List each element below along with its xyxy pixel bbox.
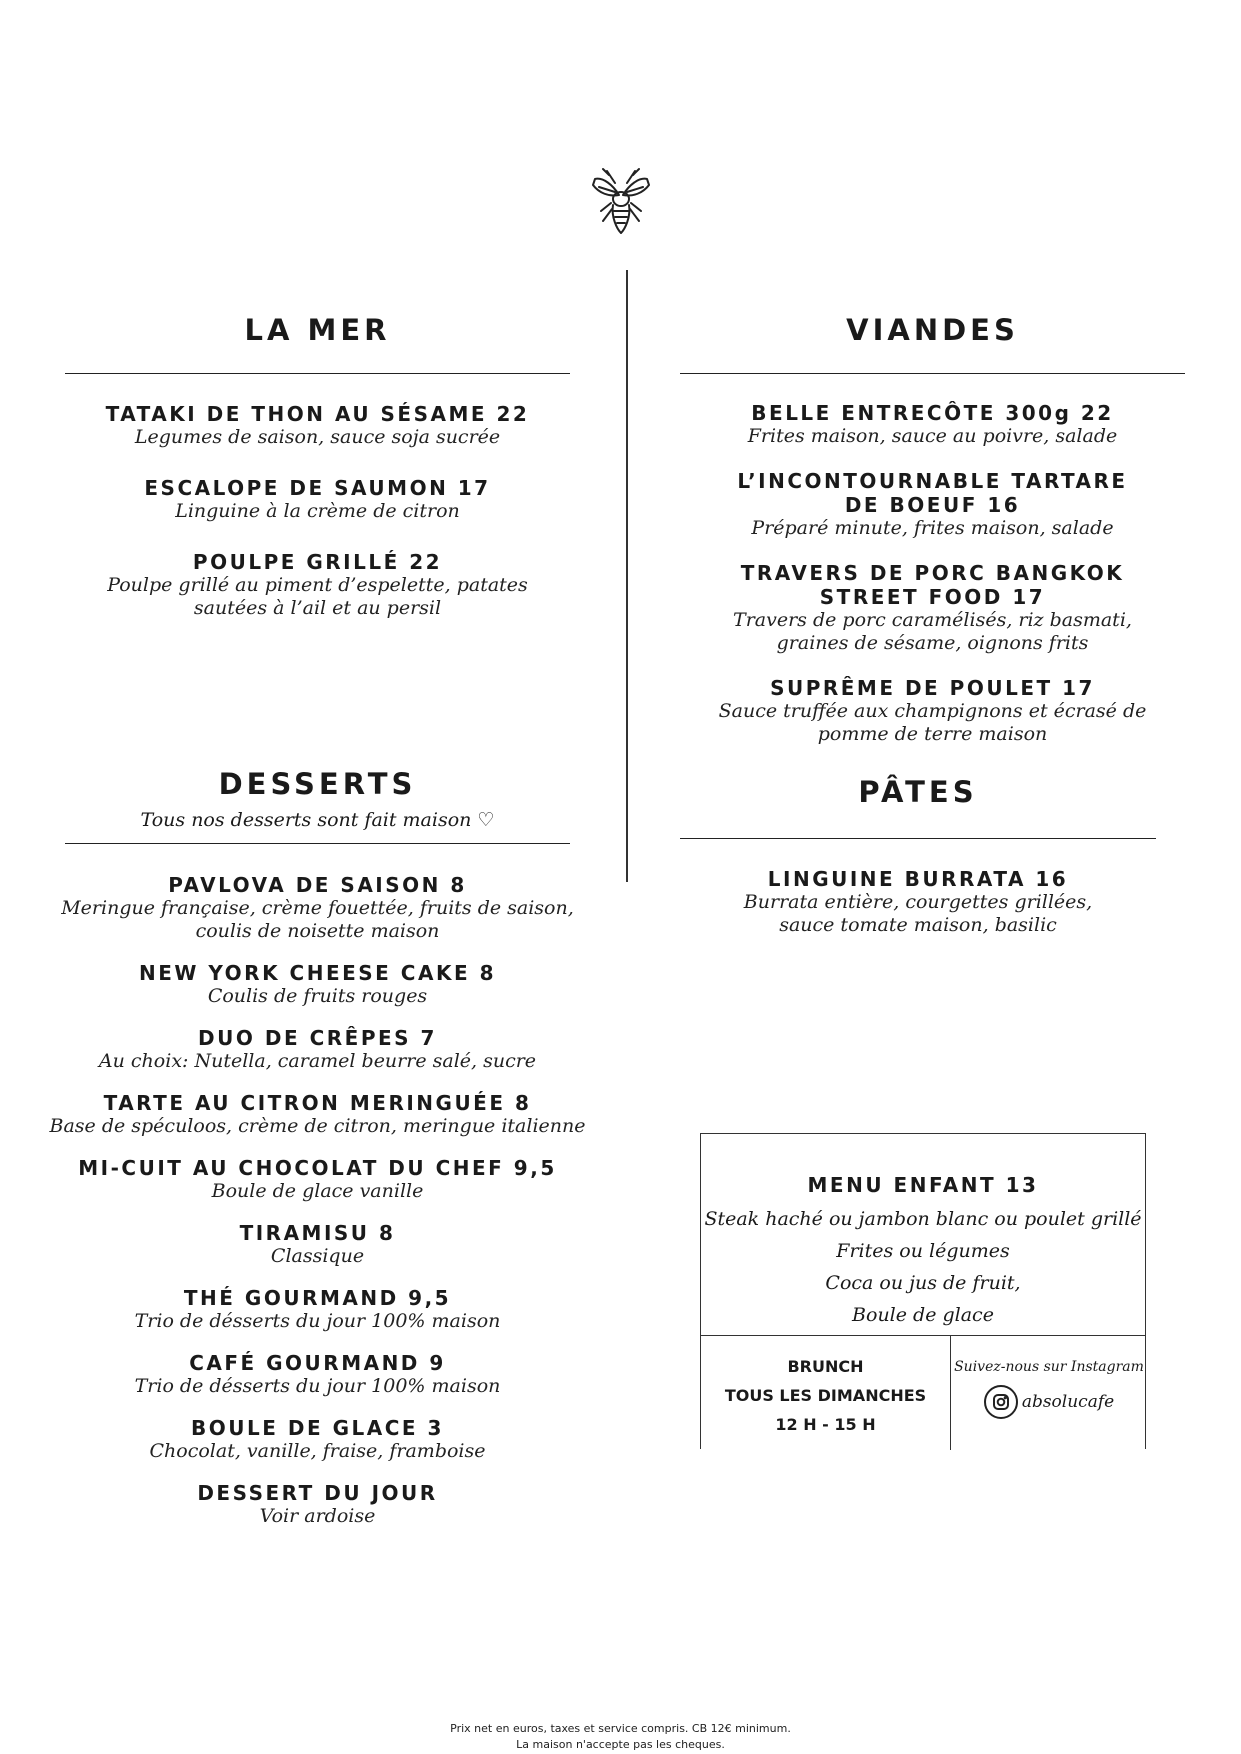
section-title: VIANDES [846,313,1019,347]
item-name: THÉ GOURMAND 9,5 [183,1286,452,1310]
item-desc: Burrata entière, courgettes grillées, [743,891,1093,913]
item-desc: Chocolat, vanille, fraise, framboise [149,1440,486,1462]
item-name: L’INCONTOURNABLE TARTARE [737,469,1128,493]
divider [680,838,1156,839]
item-name: TATAKI DE THON AU SÉSAME 22 [105,402,530,426]
item-name: MI-CUIT AU CHOCOLAT DU CHEF 9,5 [78,1156,557,1180]
item-name: DUO DE CRÊPES 7 [198,1026,437,1050]
section-subtitle: Tous nos desserts sont fait maison ♡ [140,809,495,831]
item-desc: Trio de désserts du jour 100% maison [134,1375,501,1397]
kids-menu-line: Steak haché ou jambon blanc ou poulet grillé [704,1208,1142,1230]
item-desc: Boule de glace vanille [211,1180,424,1202]
item-desc: Voir ardoise [259,1505,376,1527]
kids-menu-box [700,1133,1146,1449]
section-title: PÂTES [858,775,978,809]
item-name: LINGUINE BURRATA 16 [767,867,1069,891]
menu-item [660,561,1205,655]
menu-item [660,867,1176,937]
footer-note [0,1721,1241,1753]
section-title: LA MER [244,313,391,347]
item-desc: Au choix: Nutella, caramel beurre salé, sucre [98,1050,537,1072]
menu-item [30,873,605,943]
menu-item [30,1091,605,1138]
item-name: DE BOEUF 16 [844,493,1021,517]
menu-item [30,1221,605,1268]
column-divider [626,270,628,882]
menu-item [30,961,605,1008]
item-name: DESSERT DU JOUR [197,1481,438,1505]
item-desc: coulis de noisette maison [195,920,440,942]
section-pates [680,775,1156,809]
item-name: SUPRÊME DE POULET 17 [770,676,1095,700]
viandes-items [660,401,1205,746]
brunch-hours: 12 H - 15 H [775,1415,876,1434]
item-desc: Trio de désserts du jour 100% maison [134,1310,501,1332]
item-name: NEW YORK CHEESE CAKE 8 [138,961,497,985]
item-desc: Poulpe grillé au piment d’espelette, patates [107,574,528,596]
item-desc: Classique [270,1245,365,1267]
item-name: POULPE GRILLÉ 22 [192,550,443,574]
menu-item [30,1351,605,1398]
pates-items [660,867,1176,937]
section-desserts [65,767,570,831]
instagram-label: Suivez-nous sur Instagram [954,1359,1144,1375]
instagram-info [951,1335,1147,1450]
menu-item [660,676,1205,746]
menu-item [30,1286,605,1333]
section-la-mer [65,313,570,347]
item-name: BOULE DE GLACE 3 [191,1416,444,1440]
la-mer-items [45,402,590,620]
item-desc: Linguine à la crème de citron [175,500,460,522]
menu-item [45,476,590,523]
instagram-handle-row[interactable] [951,1385,1147,1419]
item-desc: Legumes de saison, sauce soja sucrée [134,426,501,448]
item-desc: Préparé minute, frites maison, salade [751,517,1114,539]
item-name: TIRAMISU 8 [239,1221,396,1245]
menu-item [30,1156,605,1203]
instagram-icon [984,1385,1018,1419]
kids-menu-line: Coca ou jus de fruit, [825,1272,1021,1294]
divider [65,843,570,844]
item-desc: Sauce truffée aux champignons et écrasé de [718,700,1147,722]
item-name: BELLE ENTRECÔTE 300g 22 [751,401,1114,425]
item-desc: sauce tomate maison, basilic [779,914,1057,936]
footer-line: La maison n'accepte pas les cheques. [516,1738,725,1751]
menu-item [30,1416,605,1463]
menu-item [660,469,1205,540]
item-name: CAFÉ GOURMAND 9 [189,1351,446,1375]
section-title: DESSERTS [218,767,417,801]
item-desc: sautées à l’ail et au persil [193,597,442,619]
menu-item [30,1026,605,1073]
menu-item [660,401,1205,448]
footer-line: Prix net en euros, taxes et service compris. CB 12€ minimum. [450,1722,791,1735]
menu-item [45,402,590,449]
section-viandes [680,313,1185,347]
kids-menu-line: Boule de glace [852,1304,994,1326]
brunch-title: BRUNCH [787,1357,864,1376]
item-name: STREET FOOD 17 [819,585,1046,609]
instagram-handle[interactable]: absolucafe [1021,1392,1115,1412]
brunch-days: TOUS LES DIMANCHES [724,1386,927,1405]
bee-logo-icon [585,165,657,237]
item-desc: pomme de terre maison [817,723,1048,745]
item-desc: Frites maison, sauce au poivre, salade [747,425,1118,447]
item-desc: Meringue française, crème fouettée, fruits de saison, [61,897,574,919]
item-desc: Coulis de fruits rouges [207,985,428,1007]
item-name: TARTE AU CITRON MERINGUÉE 8 [103,1091,532,1115]
item-desc: Base de spéculoos, crème de citron, meringue italienne [49,1115,586,1137]
menu-item [30,1481,605,1528]
item-name: PAVLOVA DE SAISON 8 [168,873,467,897]
desserts-items [30,873,605,1528]
divider [680,373,1185,374]
kids-menu-lines [701,1203,1145,1331]
item-name: ESCALOPE DE SAUMON 17 [144,476,491,500]
menu-item [45,550,590,620]
brunch-info [701,1335,950,1450]
kids-menu-line: Frites ou légumes [836,1240,1010,1262]
item-desc: graines de sésame, oignons frits [776,632,1089,654]
item-name: TRAVERS DE PORC BANGKOK [740,561,1125,585]
divider [65,373,570,374]
kids-menu-title: MENU ENFANT 13 [807,1173,1039,1197]
item-desc: Travers de porc caramélisés, riz basmati, [733,609,1132,631]
